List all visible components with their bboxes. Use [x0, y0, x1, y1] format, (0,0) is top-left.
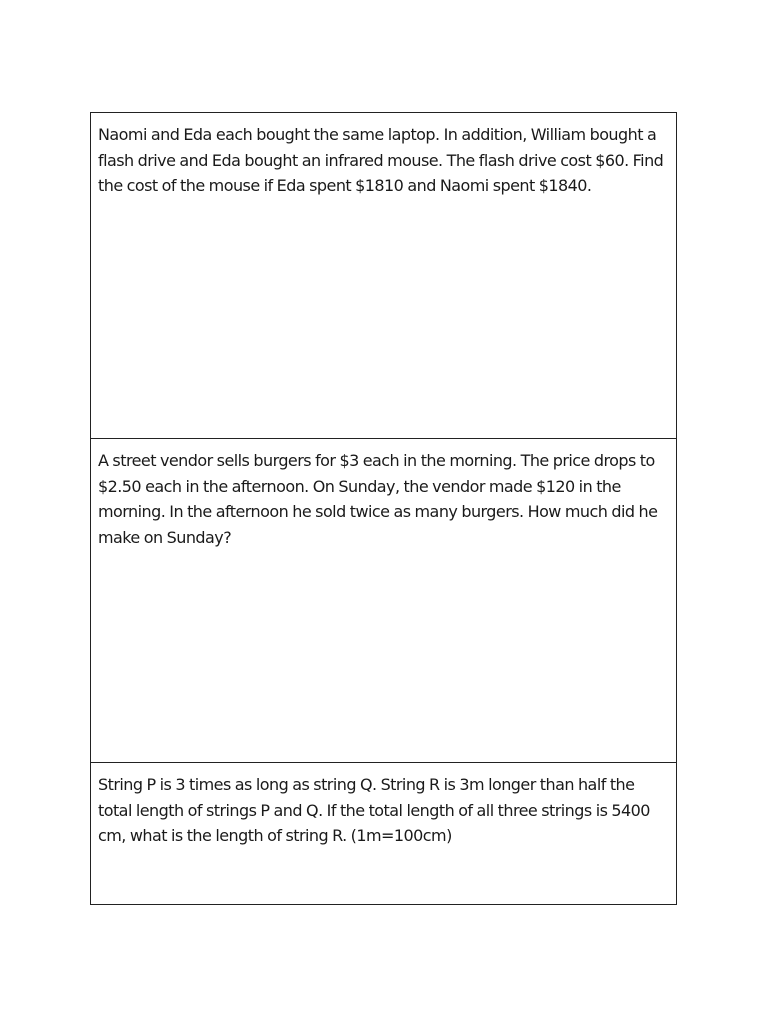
- problem-2-text: A street vendor sells burgers for $3 each in the morning. The price drops to $2.50 each in the afternoon. On Sunday, the vendor made $120 in the morning. In the afternoon he sold twice as many burgers. How much did he make on Sunday?: [98, 451, 658, 547]
- worksheet-table: [90, 112, 677, 905]
- problem-3-text: String P is 3 times as long as string Q. String R is 3m longer than half the total length of strings P and Q. If the total length of all three strings is 5400 cm, what is the length of string R. (1m=100cm): [98, 775, 650, 845]
- problem-box-3: [91, 762, 676, 906]
- problem-box-1: [91, 113, 676, 438]
- problem-1-text: Naomi and Eda each bought the same laptop. In addition, William bought a flash drive and Eda bought an infrared mouse. The flash drive cost $60. Find the cost of the mouse if Eda spent $1810 and Naomi spent $1840.: [98, 125, 664, 195]
- problem-box-2: [91, 438, 676, 762]
